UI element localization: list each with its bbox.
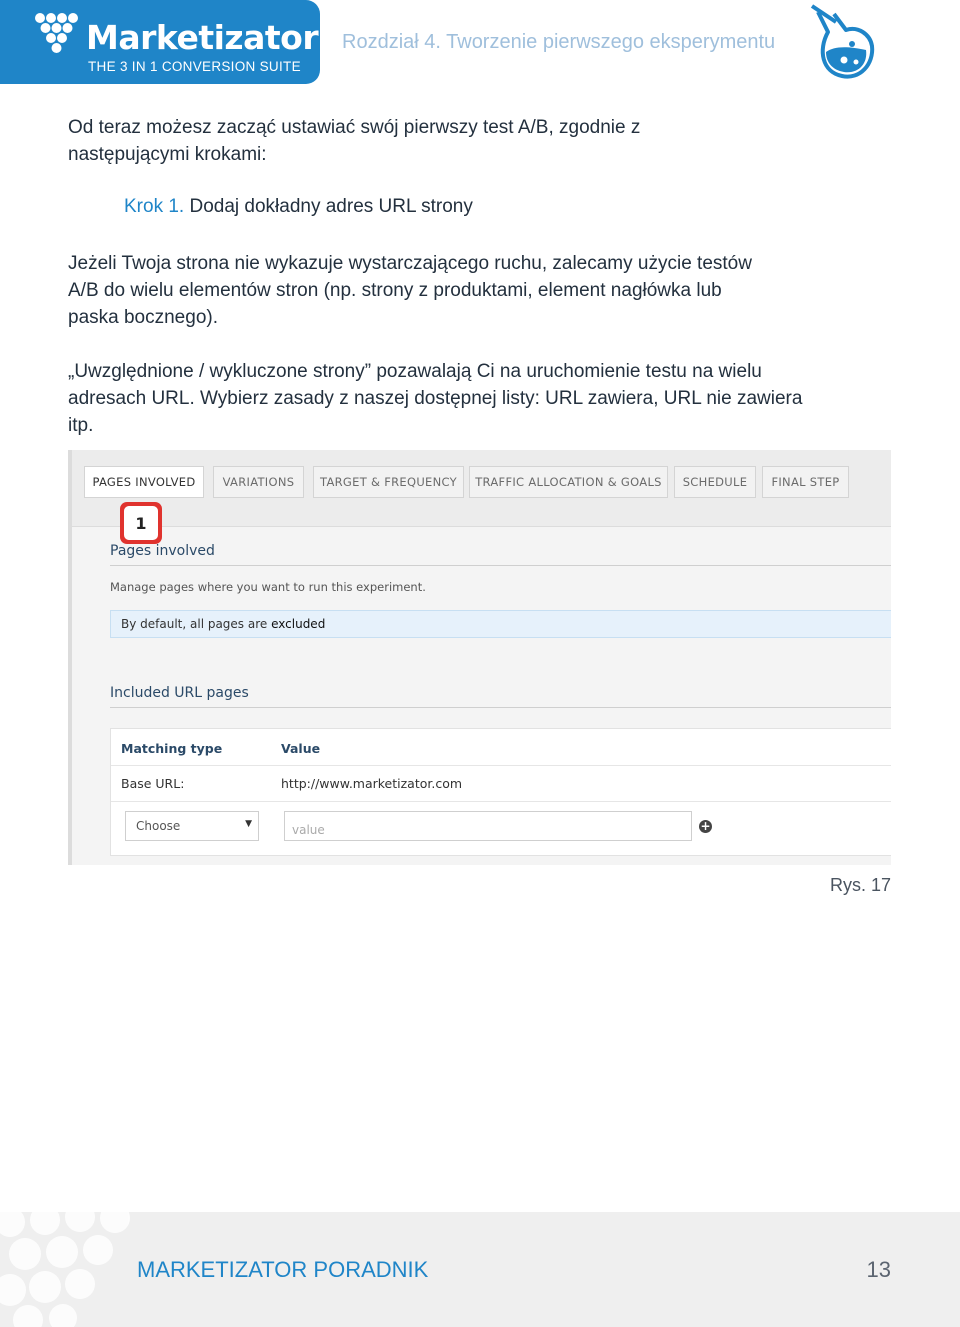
step-marker-number: 1 — [124, 506, 158, 540]
base-url-value: http://www.marketizator.com — [281, 776, 463, 791]
wizard-tabs — [72, 450, 891, 527]
tab-schedule[interactable]: SCHEDULE — [674, 466, 756, 498]
dropdown-arrow-icon: ▼ — [245, 819, 252, 829]
page-number: 13 — [866, 1257, 891, 1282]
row-divider — [111, 801, 891, 802]
app-screenshot — [68, 450, 891, 865]
manage-description: Manage pages where you want to run this experiment. — [110, 580, 426, 594]
matching-type-value: Choose — [136, 819, 181, 833]
tab-final-step[interactable]: FINAL STEP — [762, 466, 849, 498]
row-divider — [111, 765, 891, 766]
default-info-text: By default, all pages are — [121, 617, 272, 631]
tab-target-frequency[interactable]: TARGET & FREQUENCY — [313, 466, 464, 498]
col-matching-type: Matching type — [121, 741, 223, 756]
tab-traffic-allocation-goals[interactable]: TRAFFIC ALLOCATION & GOALS — [469, 466, 668, 498]
step-marker — [120, 502, 162, 544]
paragraph-pages: „Uwzględnione / wykluczone strony” pozawalają Ci na uruchomienie testu na wielu adresach URL. Wybierz zasady z naszej dostępnej listy: URL zawiera, URL nie zawiera itp. — [68, 361, 803, 436]
footer-circles-decoration — [0, 1212, 150, 1327]
url-rules-table — [110, 728, 891, 856]
matching-type-select[interactable] — [125, 811, 259, 841]
footer-title: MARKETIZATOR PORADNIK — [137, 1257, 429, 1282]
base-url-label: Base URL: — [121, 776, 185, 791]
default-info-box — [110, 610, 891, 638]
logo-name: Marketizator — [86, 18, 319, 57]
step-text: Dodaj dokładny adres URL strony — [184, 196, 473, 217]
paragraph-traffic: Jeżeli Twoja strona nie wykazuje wystarczającego ruchu, zalecamy użycie testów A/B do wielu elementów stron (np. strony z produktami, element nagłówka lub paska bocznego). — [68, 253, 752, 328]
divider — [110, 707, 891, 708]
col-value: Value — [281, 741, 321, 756]
default-info-strong: excluded — [271, 617, 326, 631]
divider — [110, 565, 891, 566]
tab-variations[interactable]: VARIATIONS — [213, 466, 304, 498]
value-input[interactable] — [284, 811, 692, 841]
step-1 — [124, 196, 473, 218]
grapes-logo-icon — [34, 12, 80, 58]
tab-pages-involved[interactable]: PAGES INVOLVED — [84, 466, 204, 498]
logo-tagline: THE 3 IN 1 CONVERSION SUITE — [88, 59, 301, 74]
step-label: Krok 1. — [124, 196, 185, 217]
figure-caption: Rys. 17 — [829, 875, 891, 895]
add-rule-plus-icon[interactable]: + — [700, 819, 711, 833]
logo — [0, 0, 320, 84]
flask-icon — [806, 2, 878, 84]
included-url-heading: Included URL pages — [110, 685, 249, 701]
chapter-title: Rozdział 4. Tworzenie pierwszego eksperymentu — [342, 31, 776, 53]
intro-paragraph: Od teraz możesz zacząć ustawiać swój pierwszy test A/B, zgodnie z następującymi krokami: — [68, 117, 641, 165]
pages-involved-heading: Pages involved — [110, 543, 215, 559]
